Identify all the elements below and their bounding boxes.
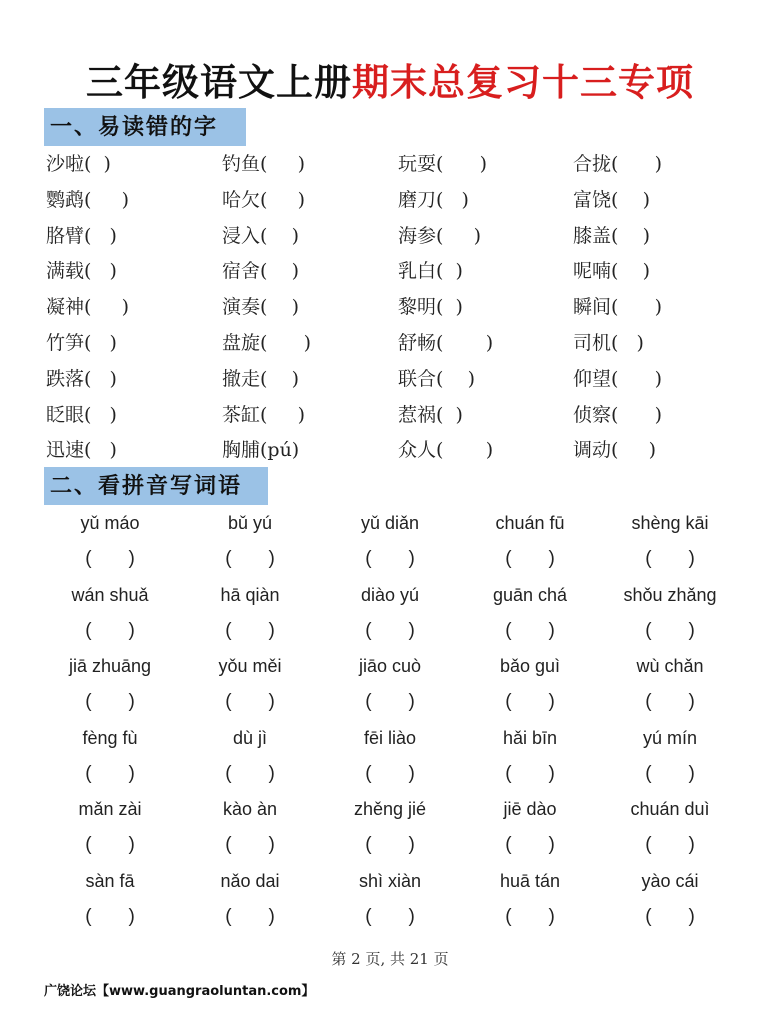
- pinyin-item: jiā zhuāng: [68, 656, 152, 676]
- answer-blank[interactable]: ( ): [365, 762, 415, 784]
- word-row: [0, 329, 780, 365]
- word-item: 浸入( ): [222, 224, 299, 247]
- word-item: 凝神( ): [46, 296, 130, 319]
- answer-blank[interactable]: ( ): [365, 619, 415, 641]
- word-item: 呢喃( ): [573, 260, 650, 283]
- answer-blank[interactable]: ( ): [85, 619, 135, 641]
- page-number: 第 2 页, 共 21 页: [331, 950, 449, 968]
- section2-heading: 二、看拼音写词语: [44, 467, 268, 505]
- answer-blank[interactable]: ( ): [225, 619, 275, 641]
- answer-blank[interactable]: ( ): [225, 834, 275, 855]
- word-item: 合拢( ): [573, 153, 663, 175]
- word-item: 磨刀( ): [398, 188, 469, 211]
- pinyin-item: zhěng jié: [353, 799, 427, 819]
- pinyin-row: [0, 867, 780, 897]
- word-row: [0, 150, 780, 186]
- pinyin-item: yǔ máo: [80, 513, 140, 533]
- pinyin-item: hǎi bīn: [502, 727, 558, 748]
- word-item: 满载( ): [46, 260, 117, 283]
- word-item: 侦察( ): [573, 403, 663, 426]
- answer-blank[interactable]: ( ): [645, 834, 695, 855]
- answer-blank[interactable]: ( ): [225, 548, 275, 569]
- pinyin-item: mǎn zài: [78, 799, 142, 819]
- word-row: [0, 401, 780, 437]
- title-part-red: 期末总复习十三专项: [352, 60, 694, 104]
- section1-heading: 一、易读错的字: [44, 108, 246, 146]
- pinyin-row: [0, 509, 780, 539]
- pinyin-item: jiāo cuò: [358, 656, 422, 676]
- answer-blank[interactable]: ( ): [225, 905, 275, 927]
- answer-blank[interactable]: ( ): [505, 619, 555, 641]
- word-item: 玩耍( ): [398, 153, 488, 175]
- pinyin-item: yǒu měi: [218, 656, 282, 676]
- pinyin-item: kào àn: [222, 799, 278, 819]
- word-item: 司机( ): [573, 332, 644, 354]
- pinyin-item: shì xiàn: [358, 870, 422, 891]
- answer-blank[interactable]: ( ): [365, 548, 415, 569]
- pinyin-item: shèng kāi: [631, 513, 709, 533]
- pinyin-item: jiē dào: [503, 799, 557, 819]
- answer-blank[interactable]: ( ): [225, 762, 275, 784]
- pinyin-item: shǒu zhǎng: [623, 584, 717, 605]
- pinyin-item: hā qiàn: [220, 584, 280, 605]
- word-row: [0, 186, 780, 222]
- footer-text: 广饶论坛【www.guangraoluntan.com】: [44, 984, 315, 999]
- word-row: [0, 257, 780, 293]
- answer-blank[interactable]: ( ): [85, 905, 135, 927]
- answer-blank[interactable]: ( ): [645, 762, 695, 784]
- answer-blank[interactable]: ( ): [505, 834, 555, 855]
- word-item: 惹祸( ): [398, 403, 463, 426]
- pinyin-item: fēi liào: [363, 727, 417, 748]
- word-item: 胳臂( ): [46, 224, 117, 247]
- word-item: 乳白( ): [398, 260, 463, 283]
- word-item: 联合( ): [398, 367, 475, 390]
- pinyin-row: [0, 652, 780, 682]
- word-item: 黎明( ): [398, 296, 463, 319]
- word-item: 迅速( ): [46, 439, 117, 462]
- pinyin-item: wán shuǎ: [71, 584, 149, 605]
- word-item: 盘旋( ): [222, 332, 312, 354]
- answer-blank[interactable]: ( ): [225, 691, 275, 712]
- word-item: 仰望( ): [573, 367, 663, 390]
- answer-blank[interactable]: ( ): [85, 691, 135, 712]
- answer-blank[interactable]: ( ): [365, 834, 415, 855]
- answer-blank[interactable]: ( ): [645, 905, 695, 927]
- word-item: 胸脯(pú): [222, 439, 300, 462]
- pinyin-item: yǔ diǎn: [360, 513, 420, 533]
- word-row: [0, 365, 780, 401]
- word-item: 瞬间( ): [573, 296, 663, 319]
- word-item: 眨眼( ): [46, 403, 117, 426]
- pinyin-item: huā tán: [499, 870, 561, 891]
- pinyin-item: wù chǎn: [636, 656, 704, 676]
- pinyin-item: yào cái: [641, 870, 699, 891]
- answer-blank[interactable]: ( ): [645, 691, 695, 712]
- page-title: [0, 52, 780, 106]
- pinyin-item: nǎo dai: [220, 870, 280, 891]
- word-item: 钓鱼( ): [222, 153, 306, 175]
- word-item: 沙啦( ): [46, 153, 111, 175]
- word-item: 膝盖( ): [573, 224, 650, 247]
- word-item: 调动( ): [573, 439, 657, 462]
- pinyin-row: [0, 581, 780, 611]
- answer-blank[interactable]: ( ): [505, 762, 555, 784]
- answer-blank[interactable]: ( ): [645, 619, 695, 641]
- word-item: 演奏( ): [222, 296, 299, 319]
- word-item: 众人( ): [398, 439, 494, 462]
- pinyin-item: sàn fā: [85, 870, 135, 891]
- word-row: [0, 293, 780, 329]
- answer-row: [0, 831, 780, 861]
- pinyin-item: fèng fù: [82, 727, 138, 748]
- word-item: 茶缸( ): [222, 403, 306, 426]
- word-item: 鹦鹉( ): [46, 188, 130, 211]
- answer-blank[interactable]: ( ): [85, 762, 135, 784]
- word-item: 竹笋( ): [46, 332, 117, 354]
- answer-row: [0, 617, 780, 647]
- pinyin-item: bǎo guì: [499, 656, 561, 676]
- answer-row: [0, 545, 780, 575]
- word-item: 海参( ): [398, 224, 482, 247]
- word-item: 哈欠( ): [222, 188, 306, 211]
- pinyin-item: chuán duì: [630, 799, 710, 819]
- word-item: 富饶( ): [573, 188, 650, 211]
- pinyin-item: bǔ yú: [227, 513, 273, 533]
- title-part-black: 三年级语文上册: [86, 60, 352, 104]
- answer-blank[interactable]: ( ): [85, 834, 135, 855]
- answer-blank[interactable]: ( ): [365, 691, 415, 712]
- pinyin-row: [0, 795, 780, 825]
- answer-row: [0, 760, 780, 790]
- answer-row: [0, 688, 780, 718]
- pinyin-item: yú mín: [642, 727, 698, 748]
- answer-blank[interactable]: ( ): [85, 548, 135, 569]
- pinyin-item: chuán fū: [495, 513, 565, 533]
- word-item: 宿舍( ): [222, 260, 299, 283]
- pinyin-item: dù jì: [232, 727, 268, 748]
- pinyin-row: [0, 724, 780, 754]
- answer-blank[interactable]: ( ): [505, 548, 555, 569]
- word-item: 舒畅( ): [398, 332, 494, 354]
- answer-blank[interactable]: ( ): [505, 691, 555, 712]
- pinyin-item: diào yú: [360, 584, 420, 605]
- answer-blank[interactable]: ( ): [505, 905, 555, 927]
- answer-row: [0, 903, 780, 933]
- answer-blank[interactable]: ( ): [365, 905, 415, 927]
- word-item: 撤走( ): [222, 367, 299, 390]
- word-item: 跌落( ): [46, 367, 117, 390]
- answer-blank[interactable]: ( ): [645, 548, 695, 569]
- word-row: [0, 222, 780, 258]
- pinyin-item: guān chá: [492, 584, 568, 605]
